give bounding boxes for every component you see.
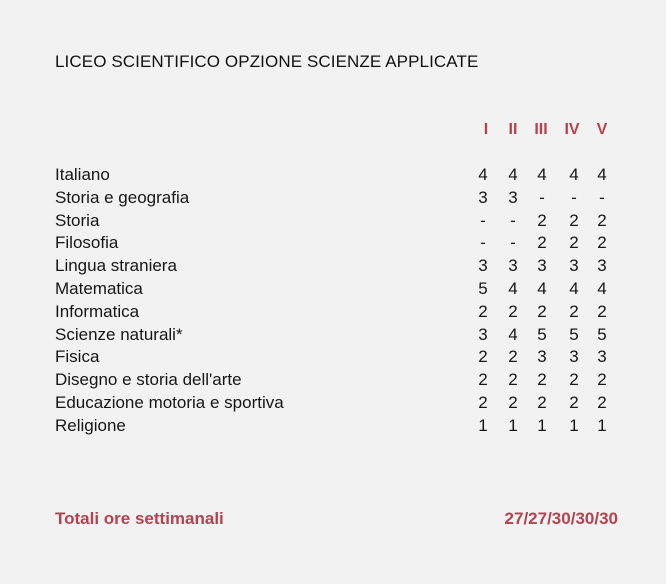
hours-year-4: - — [571, 187, 577, 207]
hours-year-1: 5 — [478, 278, 488, 298]
hours-year-5: 2 — [597, 301, 607, 321]
hours-year-3: 2 — [537, 210, 547, 230]
subject-name: Religione — [55, 415, 126, 435]
hours-year-5: 1 — [597, 415, 607, 435]
subject-name: Filosofia — [55, 233, 119, 253]
hours-year-2: 4 — [508, 165, 518, 184]
year-label-3: III — [534, 121, 548, 138]
subject-name: Lingua straniera — [55, 256, 177, 276]
hours-year-2: 2 — [508, 370, 518, 390]
hours-year-5: 2 — [597, 392, 607, 412]
subject-name: Disegno e storia dell'arte — [55, 370, 242, 390]
hours-year-3: 1 — [537, 415, 547, 435]
table-row — [0, 325, 666, 348]
hours-year-1: 2 — [478, 347, 488, 367]
hours-year-3: 2 — [537, 301, 547, 321]
year-label-2: II — [508, 121, 518, 138]
hours-year-2: 2 — [508, 301, 518, 321]
hours-year-5: 4 — [597, 278, 607, 298]
hours-year-4: 2 — [569, 370, 579, 390]
hours-year-3: - — [539, 187, 545, 207]
hours-year-2: 4 — [508, 278, 518, 298]
hours-year-2: 2 — [508, 347, 518, 367]
hours-year-2: - — [510, 233, 516, 253]
hours-year-5: 2 — [597, 233, 607, 253]
table-row — [0, 347, 666, 370]
year-label-4: IV — [564, 121, 580, 138]
hours-year-4: 2 — [569, 210, 579, 230]
hours-year-1: 3 — [478, 256, 488, 276]
hours-year-2: 1 — [508, 415, 518, 435]
hours-year-1: 1 — [478, 415, 488, 435]
hours-year-3: 2 — [537, 370, 547, 390]
table-row — [0, 211, 666, 234]
hours-year-1: 2 — [478, 301, 488, 321]
hours-year-5: 5 — [597, 324, 607, 344]
hours-year-5: 3 — [597, 256, 607, 276]
hours-year-1: - — [480, 210, 486, 230]
year-label-1: I — [483, 121, 489, 138]
totals-label: Totali ore settimanali — [55, 509, 224, 528]
hours-year-5: 2 — [597, 370, 607, 390]
table-row — [0, 393, 666, 416]
hours-year-2: - — [510, 210, 516, 230]
hours-year-1: 2 — [478, 392, 488, 412]
totals-value: 27/27/30/30/30 — [504, 509, 618, 528]
subject-name: Fisica — [55, 347, 100, 367]
hours-year-4: 2 — [569, 233, 579, 253]
table-row — [0, 416, 666, 439]
subject-name: Matematica — [55, 278, 143, 298]
hours-year-1: 4 — [478, 165, 488, 184]
table-row — [0, 165, 666, 188]
subject-name: Informatica — [55, 301, 140, 321]
table-row — [0, 370, 666, 393]
hours-year-4: 3 — [569, 256, 579, 276]
hours-year-1: - — [480, 233, 486, 253]
subject-name: Storia — [55, 210, 100, 230]
hours-year-5: - — [599, 187, 605, 207]
hours-year-3: 2 — [537, 233, 547, 253]
hours-year-3: 4 — [537, 278, 547, 298]
hours-year-3: 5 — [537, 324, 547, 344]
subject-name: Educazione motoria e sportiva — [55, 392, 284, 412]
hours-year-3: 2 — [537, 392, 547, 412]
hours-year-4: 3 — [569, 347, 579, 367]
page-title: LICEO SCIENTIFICO OPZIONE SCIENZE APPLICATE — [55, 52, 479, 71]
hours-year-2: 3 — [508, 187, 518, 207]
hours-year-1: 3 — [478, 324, 488, 344]
subject-name: Storia e geografia — [55, 187, 190, 207]
subject-name: Scienze naturali* — [55, 324, 183, 344]
year-label-5: V — [596, 121, 608, 138]
hours-year-4: 1 — [569, 415, 579, 435]
subject-table — [0, 165, 666, 439]
hours-year-4: 5 — [569, 324, 579, 344]
table-row — [0, 302, 666, 325]
hours-year-3: 3 — [537, 256, 547, 276]
hours-year-5: 4 — [597, 165, 607, 184]
table-row — [0, 256, 666, 279]
table-row — [0, 233, 666, 256]
hours-year-5: 3 — [597, 347, 607, 367]
hours-year-4: 4 — [569, 165, 579, 184]
hours-year-3: 4 — [537, 165, 547, 184]
hours-year-2: 2 — [508, 392, 518, 412]
table-row — [0, 279, 666, 302]
hours-year-3: 3 — [537, 347, 547, 367]
hours-year-4: 4 — [569, 278, 579, 298]
hours-year-4: 2 — [569, 301, 579, 321]
hours-year-4: 2 — [569, 392, 579, 412]
hours-year-2: 4 — [508, 324, 518, 344]
hours-year-2: 3 — [508, 256, 518, 276]
hours-year-1: 2 — [478, 370, 488, 390]
hours-year-1: 3 — [478, 187, 488, 207]
subject-name: Italiano — [55, 165, 110, 184]
hours-year-5: 2 — [597, 210, 607, 230]
table-row — [0, 188, 666, 211]
